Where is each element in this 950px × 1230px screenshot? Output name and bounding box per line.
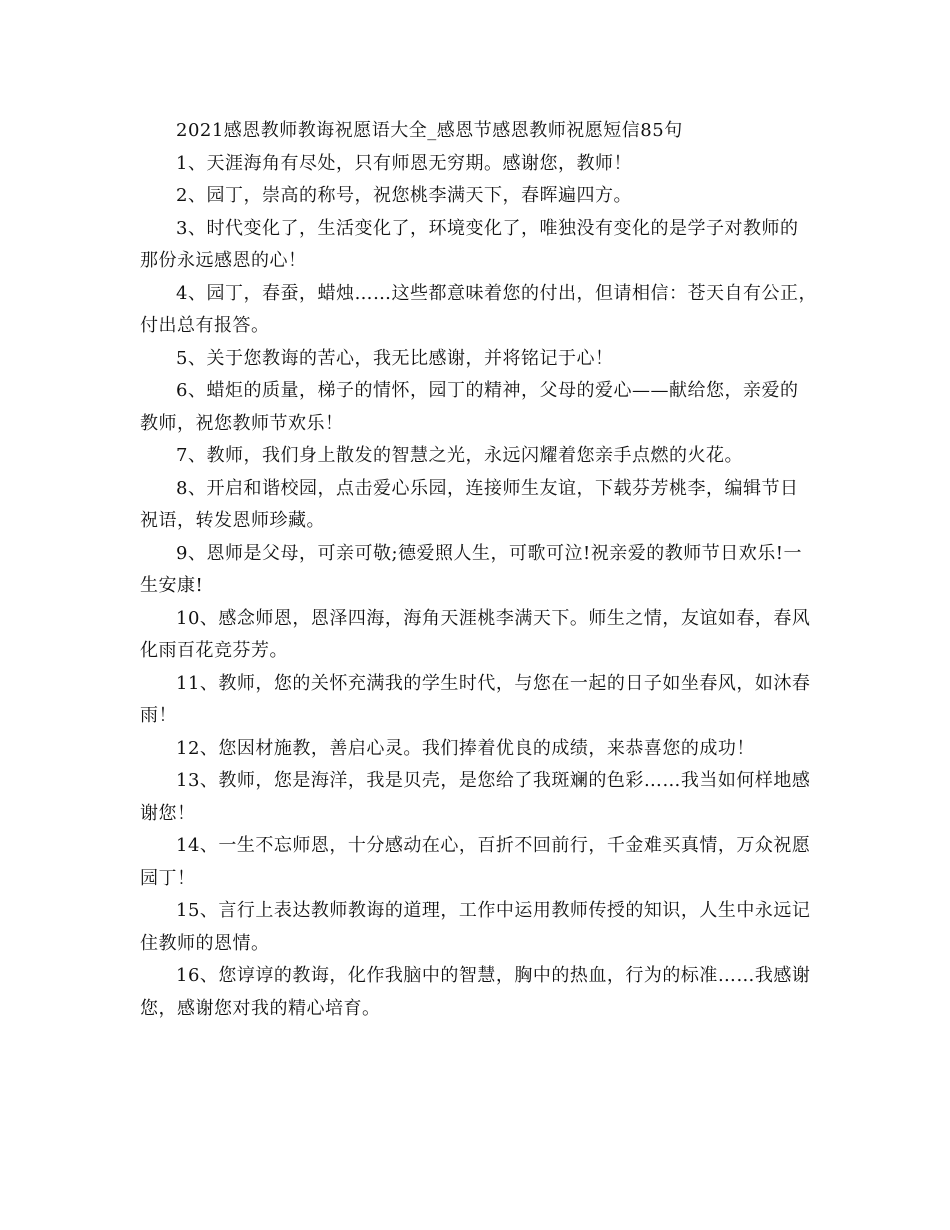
- list-item-15-continuation: 住教师的恩情。: [140, 932, 270, 954]
- list-item-2: 2、园丁，崇高的称号，祝您桃李满天下，春晖遍四方。: [176, 185, 632, 206]
- list-item-4-continuation: 付出总有报答。: [140, 315, 270, 336]
- list-item-8: 8、开启和谐校园，点击爱心乐园，连接师生友谊，下载芬芳桃李，编辑节日: [176, 477, 799, 499]
- list-item-7: 7、教师，我们身上散发的智慧之光，永远闪耀着您亲手点燃的火花。: [176, 445, 743, 466]
- list-item-10: 10、感念师恩，恩泽四海，海角天涯桃李满天下。师生之情，友谊如春，春风: [176, 607, 811, 629]
- list-item-8-continuation: 祝语，转发恩师珍藏。: [140, 510, 325, 531]
- list-item-4: 4、园丁，春蚕，蜡烛……这些都意味着您的付出，但请相信：苍天自有公正，: [176, 282, 817, 304]
- list-item-12: 12、您因材施教，善启心灵。我们捧着优良的成绩，来恭喜您的成功！: [176, 737, 755, 759]
- list-item-1: 1、天涯海角有尽处，只有师恩无穷期。感谢您，教师！: [176, 152, 632, 174]
- list-item-14-continuation: 园丁！: [140, 867, 196, 889]
- list-item-15: 15、言行上表达教师教诲的道理，工作中运用教师传授的知识，人生中永远记: [176, 900, 811, 921]
- list-item-6-continuation: 教师，祝您教师节欢乐！: [140, 412, 344, 434]
- list-item-5: 5、关于您教诲的苦心，我无比感谢，并将铭记于心！: [176, 347, 614, 369]
- list-item-6: 6、蜡炬的质量，梯子的情怀，园丁的精神，父母的爱心——献给您，亲爱的: [176, 380, 799, 401]
- list-item-11: 11、教师，您的关怀充满我的学生时代，与您在一起的日子如坐春风，如沐春: [176, 672, 811, 694]
- list-item-9: 9、恩师是父母，可亲可敬;德爱照人生，可歌可泣!祝亲爱的教师节日欢乐!一: [176, 542, 802, 564]
- list-item-16: 16、您谆谆的教诲，化作我脑中的智慧，胸中的热血，行为的标准……我感谢: [176, 965, 811, 986]
- list-item-10-continuation: 化雨百花竞芬芳。: [140, 640, 288, 661]
- document-body: [140, 115, 825, 1025]
- list-item-13: 13、教师，您是海洋，我是贝壳，是您给了我斑斓的色彩……我当如何样地感: [176, 770, 811, 791]
- document-title: 2021感恩教师教诲祝愿语大全_感恩节感恩教师祝愿短信85句: [176, 120, 683, 141]
- list-item-3: 3、时代变化了，生活变化了，环境变化了，唯独没有变化的是学子对教师的: [176, 217, 799, 239]
- list-item-11-continuation: 雨！: [140, 705, 177, 726]
- list-item-14: 14、一生不忘师恩，十分感动在心，百折不回前行，千金难买真情，万众祝愿: [176, 835, 811, 856]
- list-item-3-continuation: 那份永远感恩的心！: [140, 250, 307, 271]
- list-item-16-continuation: 您，感谢您对我的精心培育。: [140, 997, 381, 1019]
- list-item-13-continuation: 谢您！: [140, 802, 196, 824]
- list-item-9-continuation: 生安康!: [140, 575, 204, 596]
